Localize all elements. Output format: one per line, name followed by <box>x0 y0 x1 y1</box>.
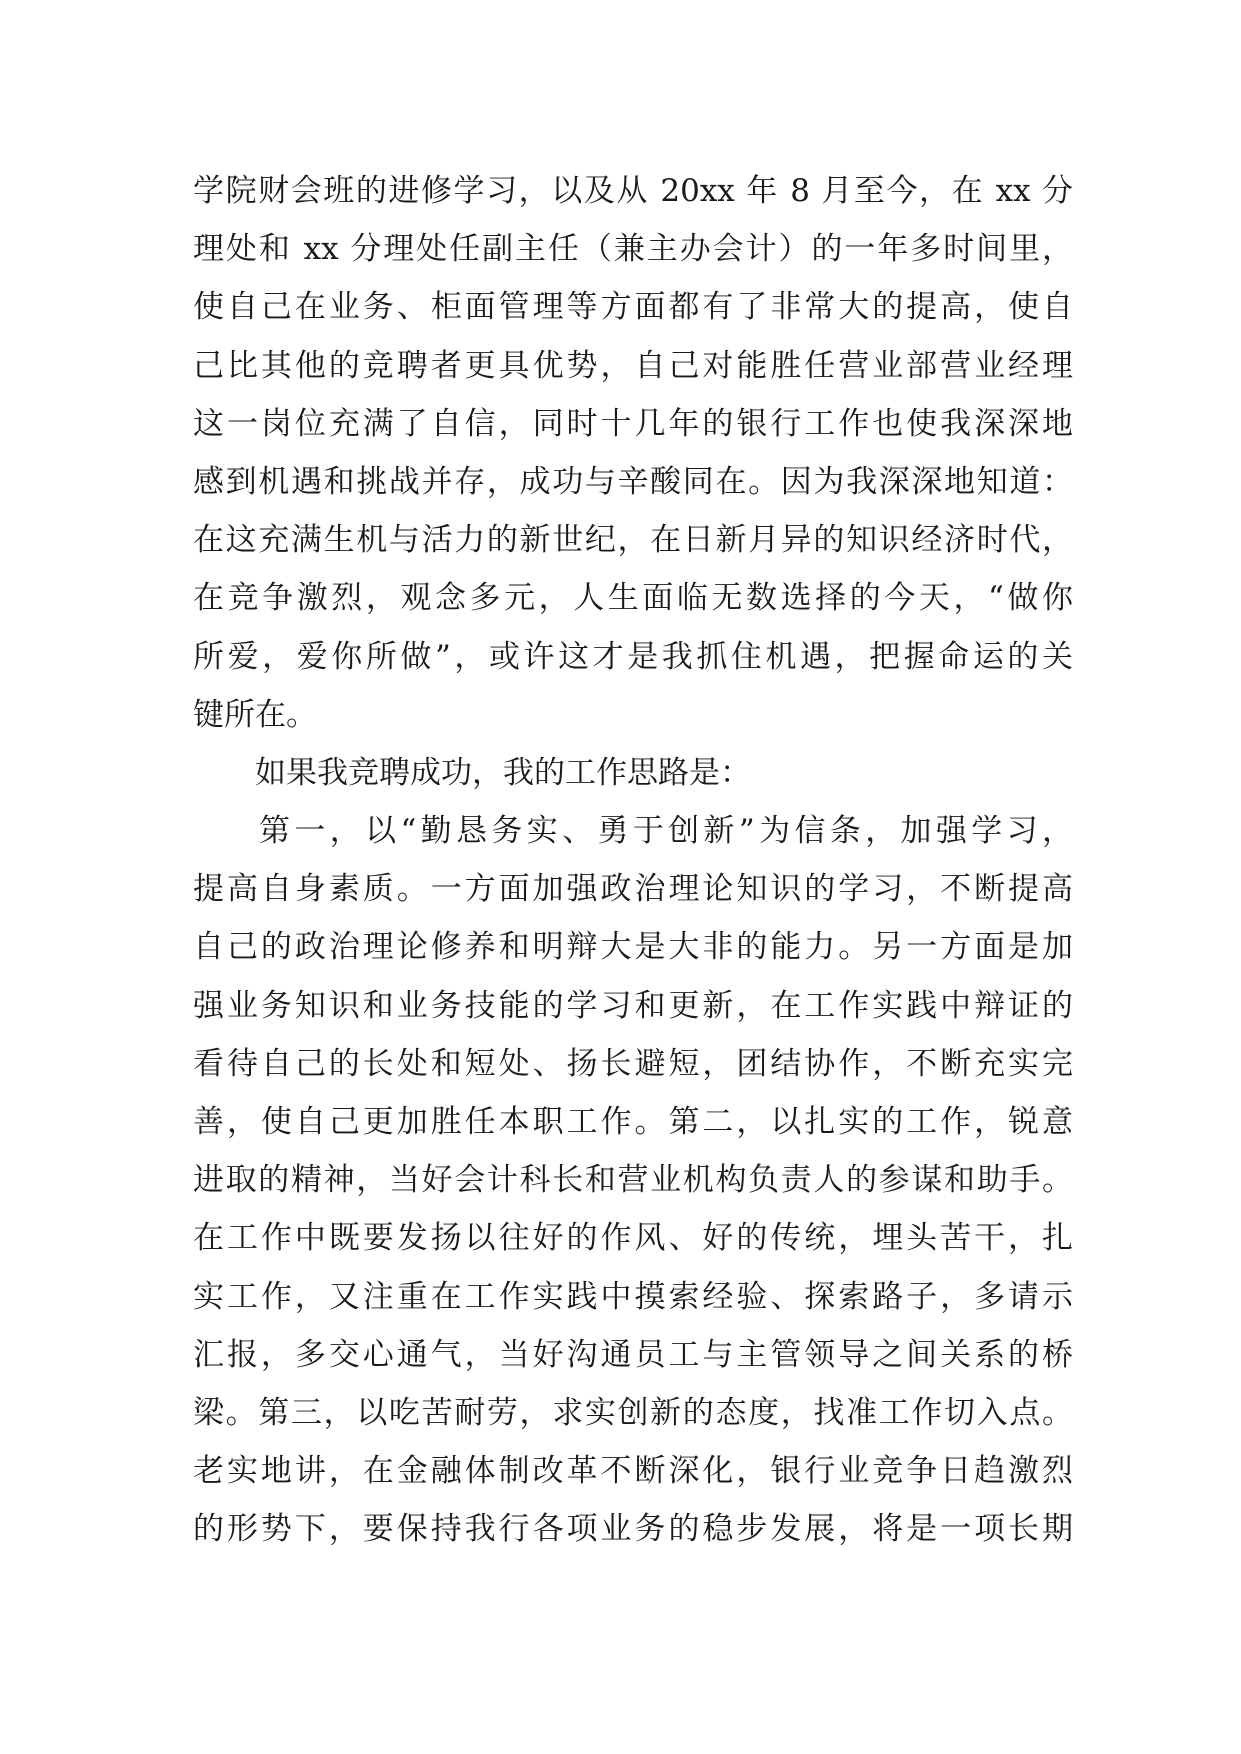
text-line: 使自己在业务、柜面管理等方面都有了非常大的提高，使自 <box>193 289 1073 326</box>
text-line: 这一岗位充满了自信，同时十几年的银行工作也使我深深地 <box>193 405 1073 442</box>
body-text <box>193 162 1073 1559</box>
text-line: 实工作，又注重在工作实践中摸索经验、探索路子，多请示 <box>193 1278 1073 1315</box>
text-line: 理处和 xx 分理处任副主任（兼主办会计）的一年多时间里， <box>193 231 1073 268</box>
text-line: 第一，以“勤恳务实、勇于创新”为信条，加强学习， <box>259 813 1073 850</box>
text-line: 感到机遇和挑战并存，成功与辛酸同在。因为我深深地知道： <box>193 463 1073 500</box>
text-line: 己比其他的竞聘者更具优势，自己对能胜任营业部营业经理 <box>193 347 1073 384</box>
text-line: 在这充满生机与活力的新世纪，在日新月异的知识经济时代， <box>193 522 1073 559</box>
text-line: 所爱，爱你所做”，或许这才是我抓住机遇，把握命运的关 <box>193 638 1073 675</box>
text-line: 看待自己的长处和短处、扬长避短，团结协作，不断充实完 <box>193 1045 1073 1082</box>
text-line: 善，使自己更加胜任本职工作。第二，以扎实的工作，锐意 <box>193 1104 1073 1140</box>
text-line: 学院财会班的进修学习，以及从 20xx 年 8 月至今，在 xx 分 <box>193 173 1073 209</box>
text-line: 梁。第三，以吃苦耐劳，求实创新的态度，找准工作切入点。 <box>193 1394 1073 1431</box>
text-line: 的形势下，要保持我行各项业务的稳步发展，将是一项长期 <box>193 1511 1073 1548</box>
text-line: 自己的政治理论修养和明辩大是大非的能力。另一方面是加 <box>193 929 1073 966</box>
text-line: 强业务知识和业务技能的学习和更新，在工作实践中辩证的 <box>193 987 1073 1024</box>
text-line: 老实地讲，在金融体制改革不断深化，银行业竞争日趋激烈 <box>193 1453 1073 1490</box>
text-line: 在工作中既要发扬以往好的作风、好的传统，埋头苦干，扎 <box>193 1220 1073 1257</box>
text-line: 提高自身素质。一方面加强政治理论知识的学习，不断提高 <box>193 871 1073 908</box>
text-line: 键所在。 <box>193 696 317 733</box>
text-line: 进取的精神，当好会计科长和营业机构负责人的参谋和助手。 <box>193 1162 1073 1199</box>
text-line: 在竞争激烈，观念多元，人生面临无数选择的今天，“做你 <box>193 580 1073 617</box>
paragraph-heading-line: 如果我竞聘成功，我的工作思路是： <box>255 754 751 791</box>
text-line: 汇报，多交心通气，当好沟通员工与主管领导之间关系的桥 <box>193 1336 1073 1373</box>
